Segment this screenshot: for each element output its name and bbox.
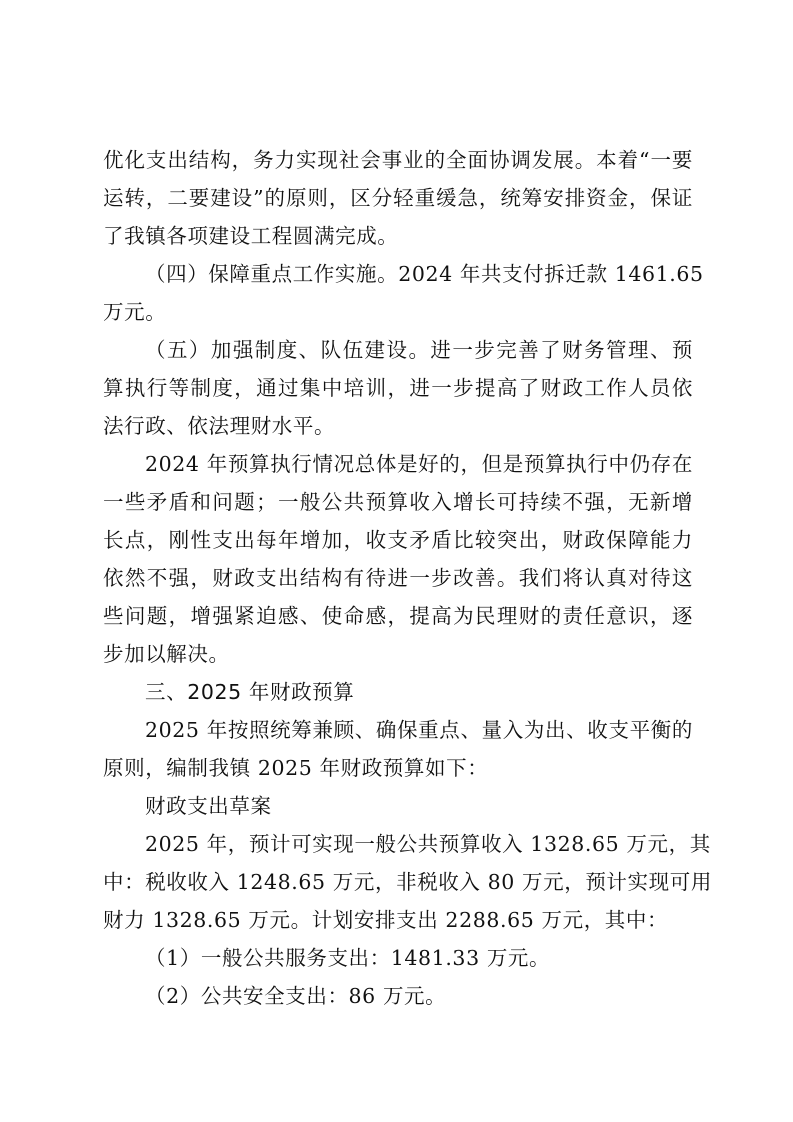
text-line: 算执行等制度，通过集中培训，进一步提高了财政工作人员依 xyxy=(103,376,693,400)
list-item: （2）公共安全支出：86 万元。 xyxy=(145,984,447,1008)
text-line: 2025 年，预计可实现一般公共预算收入 1328.65 万元，其 xyxy=(145,832,711,856)
text-line: 运转，二要建设”的原则，区分轻重缓急，统筹安排资金，保证 xyxy=(103,186,693,210)
text-line: 原则，编制我镇 2025 年财政预算如下： xyxy=(103,756,489,780)
text-line: （五）加强制度、队伍建设。进一步完善了财务管理、预 xyxy=(145,338,693,362)
text-line: （四）保障重点工作实施。2024 年共支付拆迁款 1461.65 xyxy=(145,262,704,286)
text-line: 法行政、依法理财水平。 xyxy=(103,414,336,438)
text-line: 优化支出结构，务力实现社会事业的全面协调发展。本着“一要 xyxy=(103,148,693,172)
text-line: 依然不强，财政支出结构有待进一步改善。我们将认真对待这 xyxy=(103,566,693,590)
section-heading: 三、2025 年财政预算 xyxy=(145,680,355,704)
text-line: 万元。 xyxy=(103,300,167,324)
text-line: 些问题，增强紧迫感、使命感，提高为民理财的责任意识，逐 xyxy=(103,604,693,628)
text-line: 一些矛盾和问题；一般公共预算收入增长可持续不强，无新增 xyxy=(103,490,693,514)
text-line: 步加以解决。 xyxy=(103,642,230,666)
subheading: 财政支出草案 xyxy=(145,794,272,818)
text-line: 2025 年按照统筹兼顾、确保重点、量入为出、收支平衡的 xyxy=(145,718,693,742)
list-item: （1）一般公共服务支出：1481.33 万元。 xyxy=(145,946,551,970)
text-line: 长点，刚性支出每年增加，收支矛盾比较突出，财政保障能力 xyxy=(103,528,693,552)
text-line: 财力 1328.65 万元。计划安排支出 2288.65 万元，其中： xyxy=(103,908,669,932)
text-line: 中：税收收入 1248.65 万元，非税收入 80 万元，预计实现可用 xyxy=(103,870,712,894)
text-line: 了我镇各项建设工程圆满完成。 xyxy=(103,224,399,248)
text-line: 2024 年预算执行情况总体是好的，但是预算执行中仍存在 xyxy=(145,452,693,476)
